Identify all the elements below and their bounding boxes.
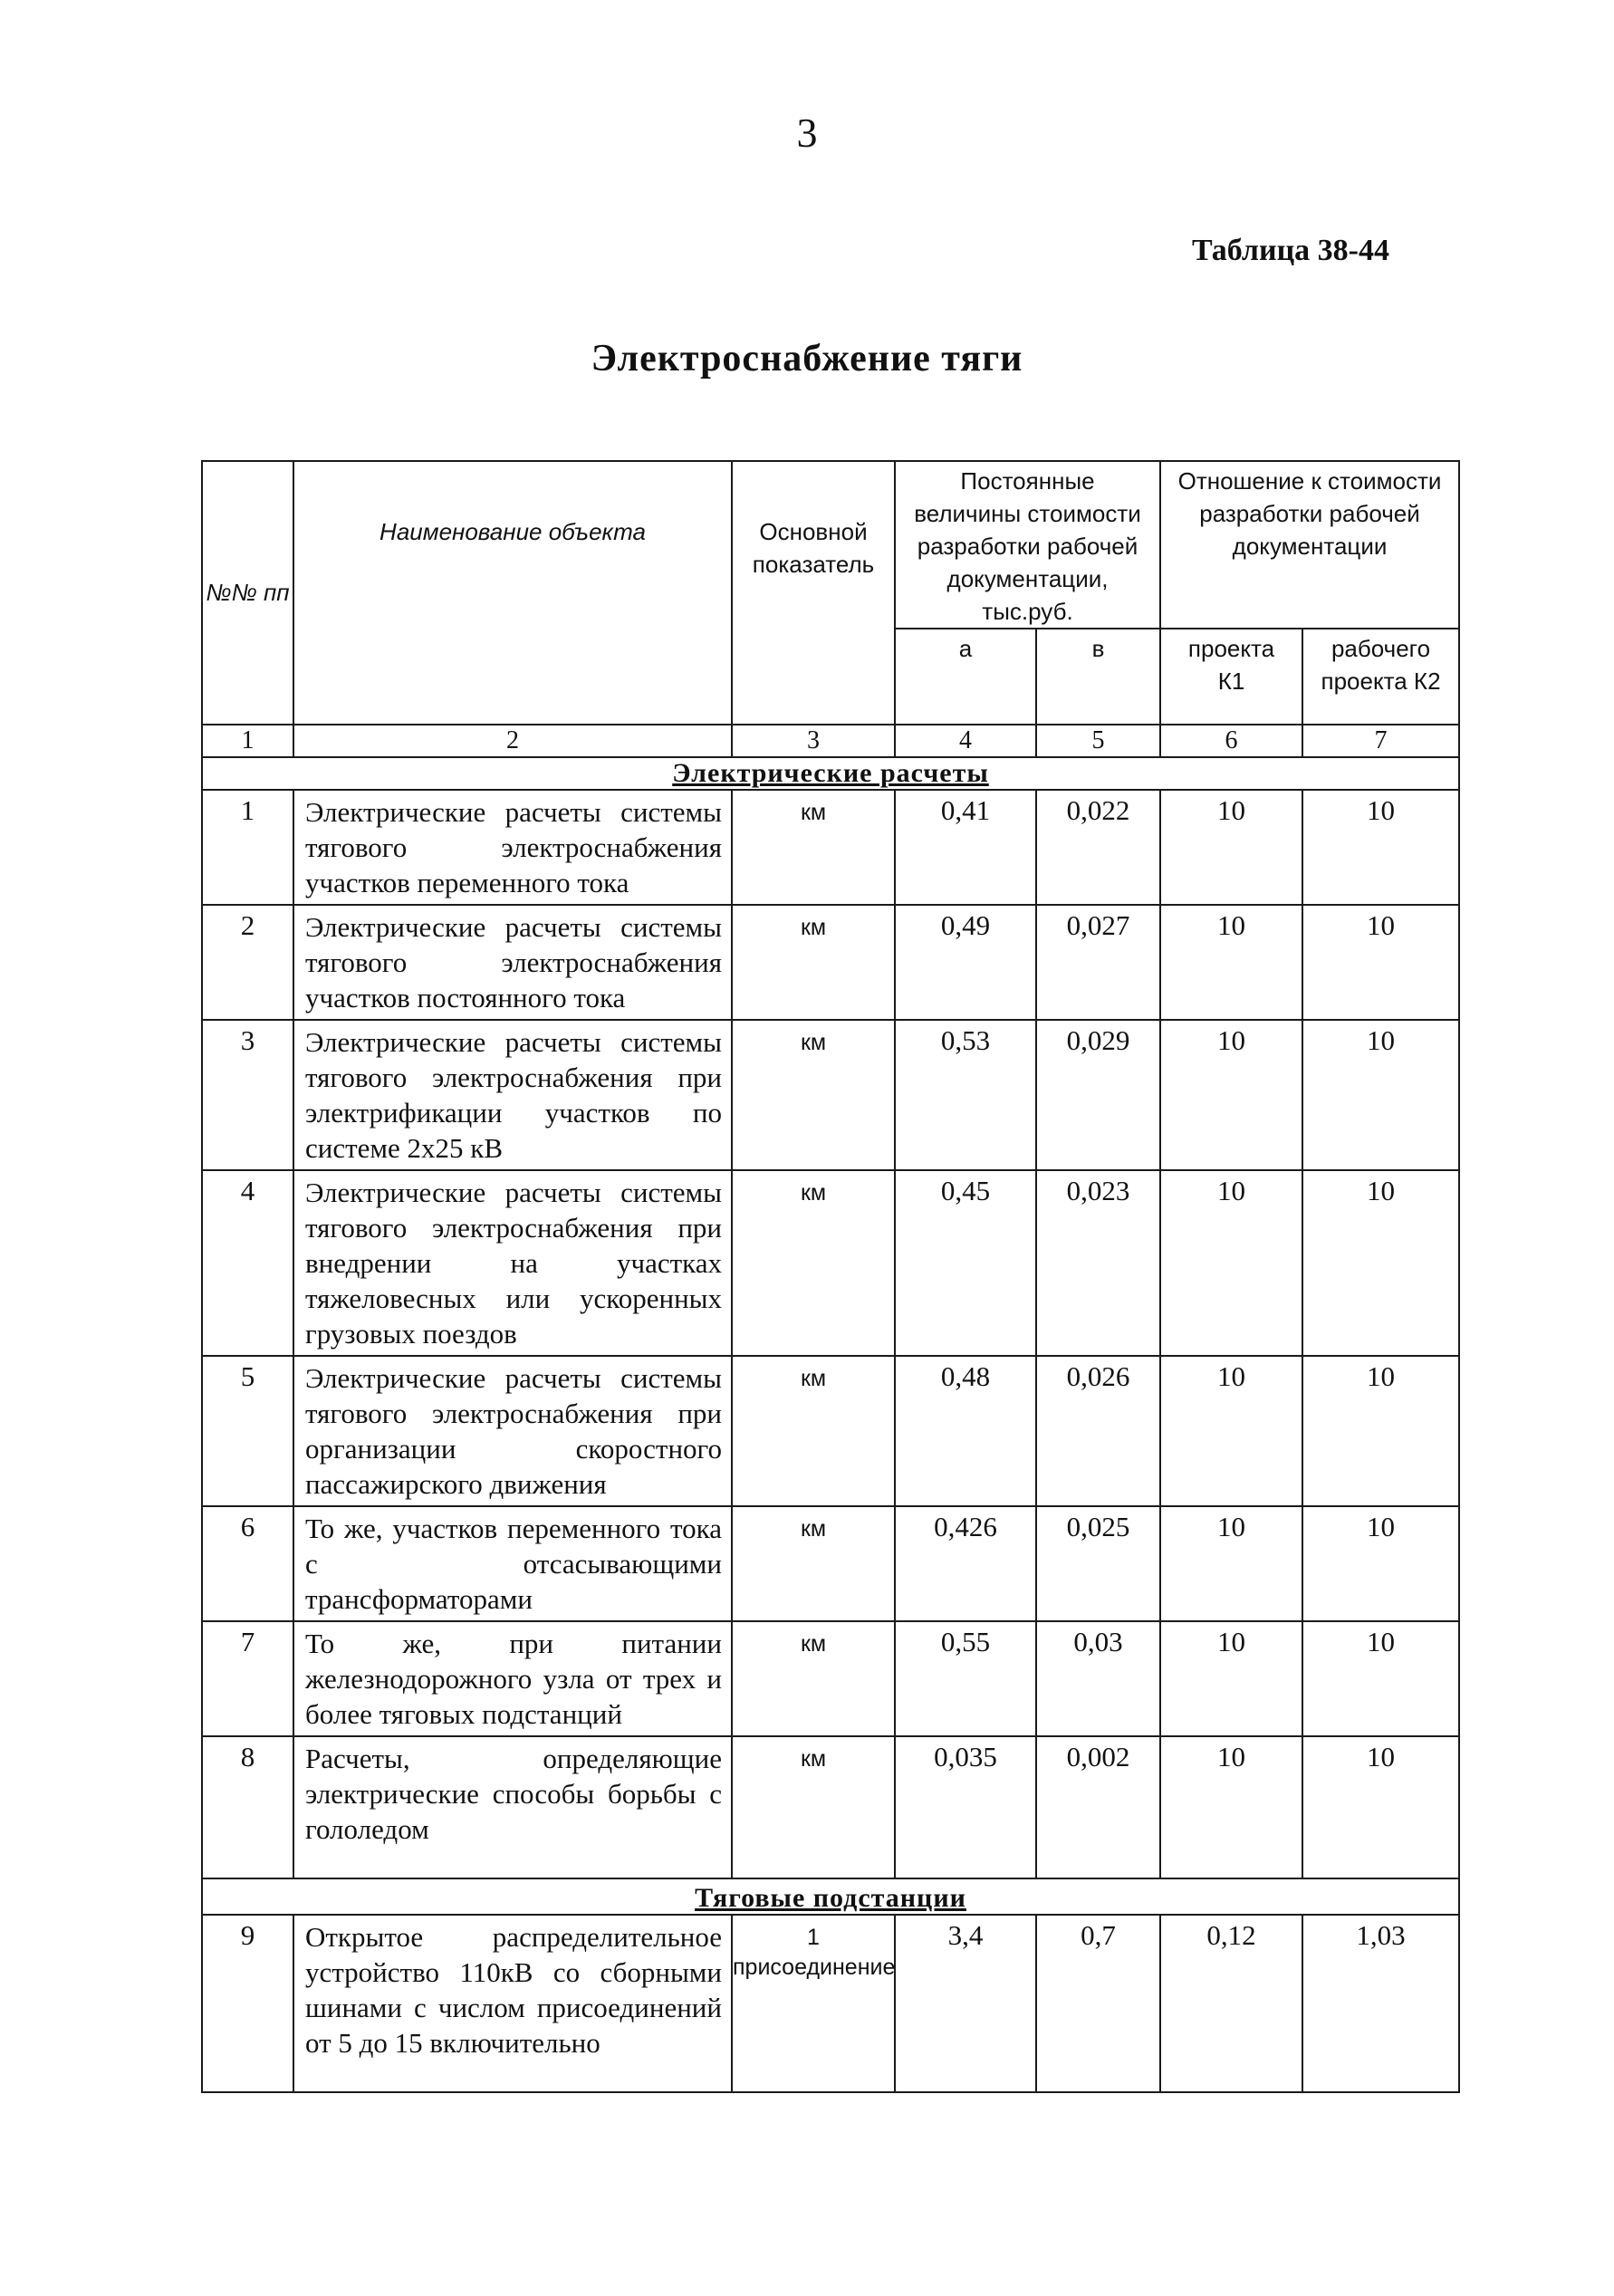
row-indicator: км xyxy=(732,1020,895,1170)
row-value-k1: 10 xyxy=(1160,1621,1302,1736)
row-value-k2: 10 xyxy=(1302,1621,1459,1736)
document-title: Электроснабжение тяги xyxy=(591,338,1023,379)
row-value-b: 0,022 xyxy=(1036,790,1160,905)
header-b: в xyxy=(1036,629,1160,725)
row-value-a: 0,49 xyxy=(895,905,1036,1020)
column-number: 4 xyxy=(895,725,1036,757)
row-number: 2 xyxy=(202,905,293,1020)
table-row xyxy=(202,790,1459,905)
row-object-name: Расчеты, определяющие электрические способы борьбы с гололедом xyxy=(293,1736,732,1878)
row-indicator: км xyxy=(732,1356,895,1506)
row-indicator: км xyxy=(732,905,895,1020)
section-row xyxy=(202,757,1459,790)
table-row xyxy=(202,1621,1459,1736)
row-value-k1: 10 xyxy=(1160,1356,1302,1506)
header-name: Наименование объекта xyxy=(293,461,732,725)
header-constant-values: Постоянные величины стоимости разработки рабочей документации, тыс.руб. xyxy=(895,461,1160,629)
section-heading-electrical: Электрические расчеты xyxy=(202,757,1459,790)
table-row xyxy=(202,1170,1459,1356)
column-number: 3 xyxy=(732,725,895,757)
column-number: 1 xyxy=(202,725,293,757)
row-value-k2: 10 xyxy=(1302,905,1459,1020)
row-object-name: Открытое распределительное устройство 110кВ со сборными шинами с числом присоединений от 5 до 15 включительно xyxy=(293,1915,732,2092)
row-value-b: 0,023 xyxy=(1036,1170,1160,1356)
row-object-name: Электрические расчеты системы тягового электроснабжения при организации скоростного пассажирского движения xyxy=(293,1356,732,1506)
header-k1: проекта К1 xyxy=(1160,629,1302,725)
cost-table xyxy=(201,460,1460,2093)
row-object-name: Электрические расчеты системы тягового электроснабжения при электрификации участков по системе 2х25 кВ xyxy=(293,1020,732,1170)
row-number: 9 xyxy=(202,1915,293,2092)
row-value-a: 0,55 xyxy=(895,1621,1036,1736)
row-object-name: Электрические расчеты системы тягового электроснабжения участков переменного тока xyxy=(293,790,732,905)
row-value-k2: 10 xyxy=(1302,1170,1459,1356)
row-value-k1: 10 xyxy=(1160,1170,1302,1356)
row-value-a: 3,4 xyxy=(895,1915,1036,2092)
table-row xyxy=(202,1915,1459,2092)
row-value-k1: 10 xyxy=(1160,790,1302,905)
table-row xyxy=(202,1020,1459,1170)
column-number: 7 xyxy=(1302,725,1459,757)
table-row xyxy=(202,1736,1459,1878)
header-k2: рабочего проекта К2 xyxy=(1302,629,1459,725)
row-object-name: Электрические расчеты системы тягового электроснабжения при внедрении на участках тяжеловесных или ускоренных грузовых поездов xyxy=(293,1170,732,1356)
row-object-name: То же, участков переменного тока с отсасывающими трансформаторами xyxy=(293,1506,732,1621)
row-value-b: 0,7 xyxy=(1036,1915,1160,2092)
row-object-name: То же, при питании железнодорожного узла от трех и более тяговых подстанций xyxy=(293,1621,732,1736)
header-a: а xyxy=(895,629,1036,725)
header-number: №№ пп xyxy=(202,461,293,725)
row-indicator: км xyxy=(732,790,895,905)
row-value-k1: 0,12 xyxy=(1160,1915,1302,2092)
row-indicator: км xyxy=(732,1170,895,1356)
row-value-b: 0,029 xyxy=(1036,1020,1160,1170)
table-row xyxy=(202,1356,1459,1506)
row-number: 8 xyxy=(202,1736,293,1878)
row-indicator: км xyxy=(732,1621,895,1736)
row-number: 3 xyxy=(202,1020,293,1170)
column-number: 5 xyxy=(1036,725,1160,757)
section-heading-substations: Тяговые подстанции xyxy=(202,1878,1459,1915)
row-indicator: км xyxy=(732,1506,895,1621)
header-ratio: Отношение к стоимости разработки рабочей документации xyxy=(1160,461,1459,629)
row-value-b: 0,03 xyxy=(1036,1621,1160,1736)
row-value-k2: 1,03 xyxy=(1302,1915,1459,2092)
column-numbers-row xyxy=(202,725,1459,757)
row-number: 7 xyxy=(202,1621,293,1736)
row-value-b: 0,002 xyxy=(1036,1736,1160,1878)
column-number: 2 xyxy=(293,725,732,757)
row-value-b: 0,025 xyxy=(1036,1506,1160,1621)
row-value-k2: 10 xyxy=(1302,1356,1459,1506)
table-row xyxy=(202,1506,1459,1621)
header-indicator: Основной показатель xyxy=(732,461,895,725)
row-value-a: 0,035 xyxy=(895,1736,1036,1878)
section-row xyxy=(202,1878,1459,1915)
row-value-a: 0,41 xyxy=(895,790,1036,905)
row-value-k2: 10 xyxy=(1302,790,1459,905)
table-row xyxy=(202,905,1459,1020)
row-value-k1: 10 xyxy=(1160,1506,1302,1621)
column-number: 6 xyxy=(1160,725,1302,757)
row-number: 5 xyxy=(202,1356,293,1506)
row-object-name: Электрические расчеты системы тягового электроснабжения участков постоянного тока xyxy=(293,905,732,1020)
row-value-k2: 10 xyxy=(1302,1506,1459,1621)
row-value-k2: 10 xyxy=(1302,1020,1459,1170)
row-value-b: 0,026 xyxy=(1036,1356,1160,1506)
row-number: 6 xyxy=(202,1506,293,1621)
row-value-a: 0,45 xyxy=(895,1170,1036,1356)
row-value-a: 0,426 xyxy=(895,1506,1036,1621)
row-number: 1 xyxy=(202,790,293,905)
row-value-b: 0,027 xyxy=(1036,905,1160,1020)
row-indicator: км xyxy=(732,1736,895,1878)
row-number: 4 xyxy=(202,1170,293,1356)
table-label: Таблица 38-44 xyxy=(1191,234,1389,267)
row-indicator: 1 присоединение xyxy=(732,1915,895,2092)
row-value-k1: 10 xyxy=(1160,905,1302,1020)
row-value-a: 0,53 xyxy=(895,1020,1036,1170)
page-number: 3 xyxy=(796,110,818,156)
row-value-k2: 10 xyxy=(1302,1736,1459,1878)
row-value-k1: 10 xyxy=(1160,1736,1302,1878)
row-value-k1: 10 xyxy=(1160,1020,1302,1170)
row-value-a: 0,48 xyxy=(895,1356,1036,1506)
